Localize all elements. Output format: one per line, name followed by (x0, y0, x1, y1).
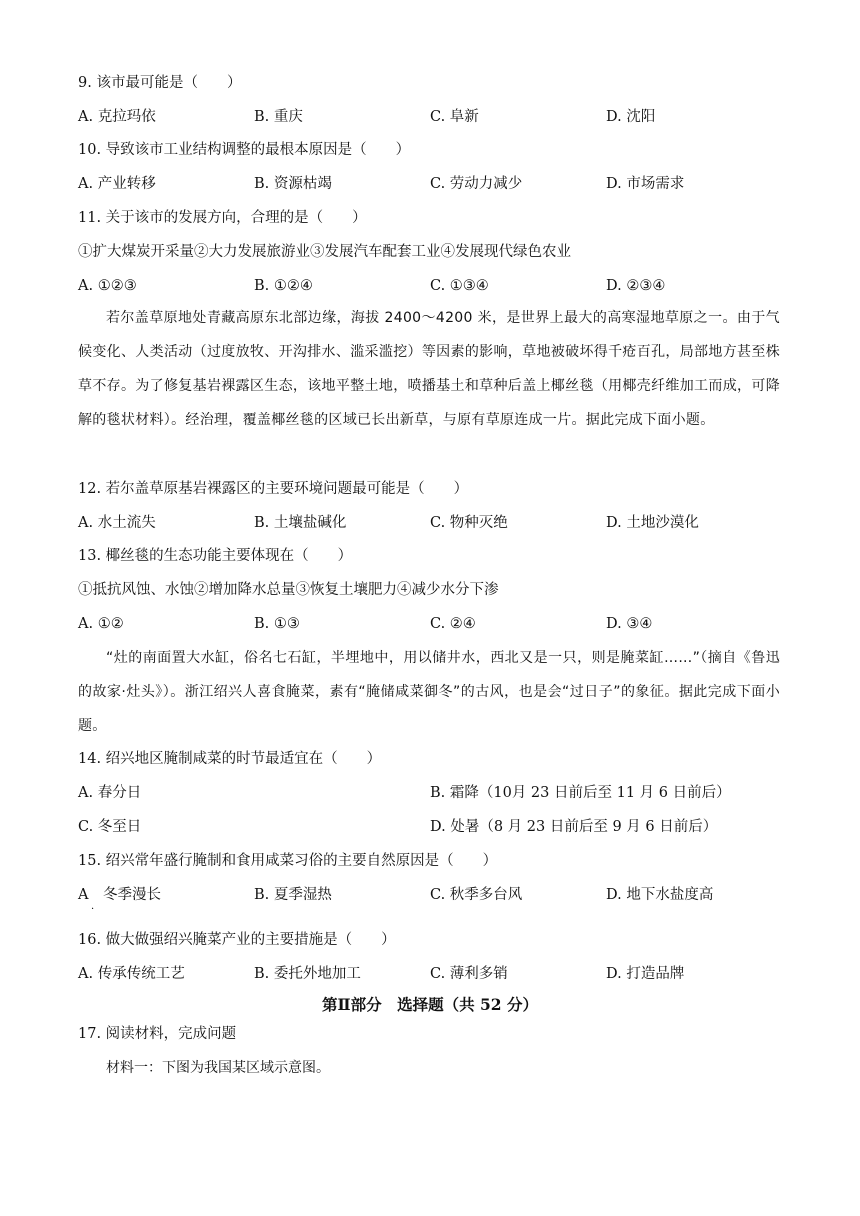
q15-option-c: C. 秋季多台风 (430, 887, 523, 903)
question-17-stem: 17. 阅读材料，完成问题 (78, 1026, 237, 1042)
q9-option-a: A. 克拉玛依 (78, 109, 156, 125)
question-11-stem: 11. 关于该市的发展方向，合理的是（ ） (78, 210, 367, 226)
q16-option-c: C. 薄利多销 (430, 966, 508, 982)
question-10-stem: 10. 导致该市工业结构调整的最根本原因是（ ） (78, 142, 411, 158)
q13-option-d: D. ③④ (606, 616, 653, 632)
q11-option-a: A. ①②③ (78, 278, 137, 294)
q15-option-a: A 冬季漫长 (78, 887, 161, 903)
q11-option-d: D. ②③④ (606, 278, 666, 294)
question-13-stem: 13. 椰丝毯的生态功能主要体现在（ ） (78, 548, 353, 564)
question-15-stem: 15. 绍兴常年盛行腌制和食用咸菜习俗的主要自然原因是（ ） (78, 853, 498, 869)
q16-option-b: B. 委托外地加工 (254, 966, 361, 982)
q10-option-c: C. 劳动力减少 (430, 176, 523, 192)
q14-option-a: A. 春分日 (78, 785, 142, 801)
q16-option-a: A. 传承传统工艺 (78, 966, 185, 982)
q12-option-a: A. 水土流失 (78, 515, 156, 531)
q11-option-b: B. ①②④ (254, 278, 313, 294)
q9-option-c: C. 阜新 (430, 109, 479, 125)
q9-option-d: D. 沈阳 (606, 109, 656, 125)
q12-option-d: D. 土地沙漠化 (606, 515, 699, 531)
q13-statements: ①抵抗风蚀、水蚀②增加降水总量③恢复土壤肥力④减少水分下渗 (78, 582, 499, 598)
section-heading: 第Ⅱ部分 选择题（共 52 分） (322, 995, 538, 1014)
q12-option-c: C. 物种灭绝 (430, 515, 508, 531)
q12-option-b: B. 土壤盐碱化 (254, 515, 347, 531)
question-12-stem: 12. 若尔盖草原基岩裸露区的主要环境问题最可能是（ ） (78, 481, 469, 497)
question-14-stem: 14. 绍兴地区腌制咸菜的时节最适宜在（ ） (78, 751, 382, 767)
q14-option-b: B. 霜降（10月 23 日前后至 11 月 6 日前后） (430, 785, 731, 801)
q17-material-1: 材料一：下图为我国某区域示意图。 (106, 1060, 330, 1076)
q13-option-c: C. ②④ (430, 616, 476, 632)
q13-option-b: B. ①③ (254, 616, 300, 632)
reading-passage-zoige: 若尔盖草原地处青藏高原东北部边缘，海拔 2400～4200 米，是世界上最大的高寒湿地草原之一。由于气候变化、人类活动（过度放牧、开沟排水、滥采滥挖）等因素的影响，草地被破坏得千疮百孔，局部地方甚至株草不存。为了修复基岩裸露区生态，该地平整土地，喷播基土和草种后盖上椰丝毯（用椰壳纤维加工而成，可降解的毯状材料）。经治理，覆盖椰丝毯的区域已长出新草，与原有草原连成一片。据此完成下面小题。 (78, 310, 780, 428)
q15-option-b: B. 夏季湿热 (254, 887, 332, 903)
reading-passage-shaoxing: “灶的南面置大水缸，俗名七石缸，半埋地中，用以储井水，西北又是一只，则是腌菜缸……”（摘自《鲁迅的故家·灶头》）。浙江绍兴人喜食腌菜，素有“腌储咸菜御冬”的古风，也是会“过日子”的象征。据此完成下面小题。 (78, 650, 780, 734)
q14-option-d: D. 处暑（8 月 23 日前后至 9 月 6 日前后） (430, 819, 718, 835)
q13-option-a: A. ①② (78, 616, 124, 632)
q16-option-d: D. 打造品牌 (606, 966, 685, 982)
q10-option-b: B. 资源枯竭 (254, 176, 332, 192)
q14-option-c: C. 冬至日 (78, 819, 142, 835)
q11-statements: ①扩大煤炭开采量②大力发展旅游业③发展汽车配套工业④发展现代绿色农业 (78, 244, 571, 260)
q10-option-d: D. 市场需求 (606, 176, 685, 192)
q11-option-c: C. ①③④ (430, 278, 489, 294)
q15-option-d: D. 地下水盐度高 (606, 887, 714, 903)
q9-option-b: B. 重庆 (254, 109, 303, 125)
stray-dot-mark: · (91, 904, 95, 915)
question-16-stem: 16. 做大做强绍兴腌菜产业的主要措施是（ ） (78, 932, 396, 948)
q10-option-a: A. 产业转移 (78, 176, 156, 192)
question-9-stem: 9. 该市最可能是（ ） (78, 75, 242, 91)
